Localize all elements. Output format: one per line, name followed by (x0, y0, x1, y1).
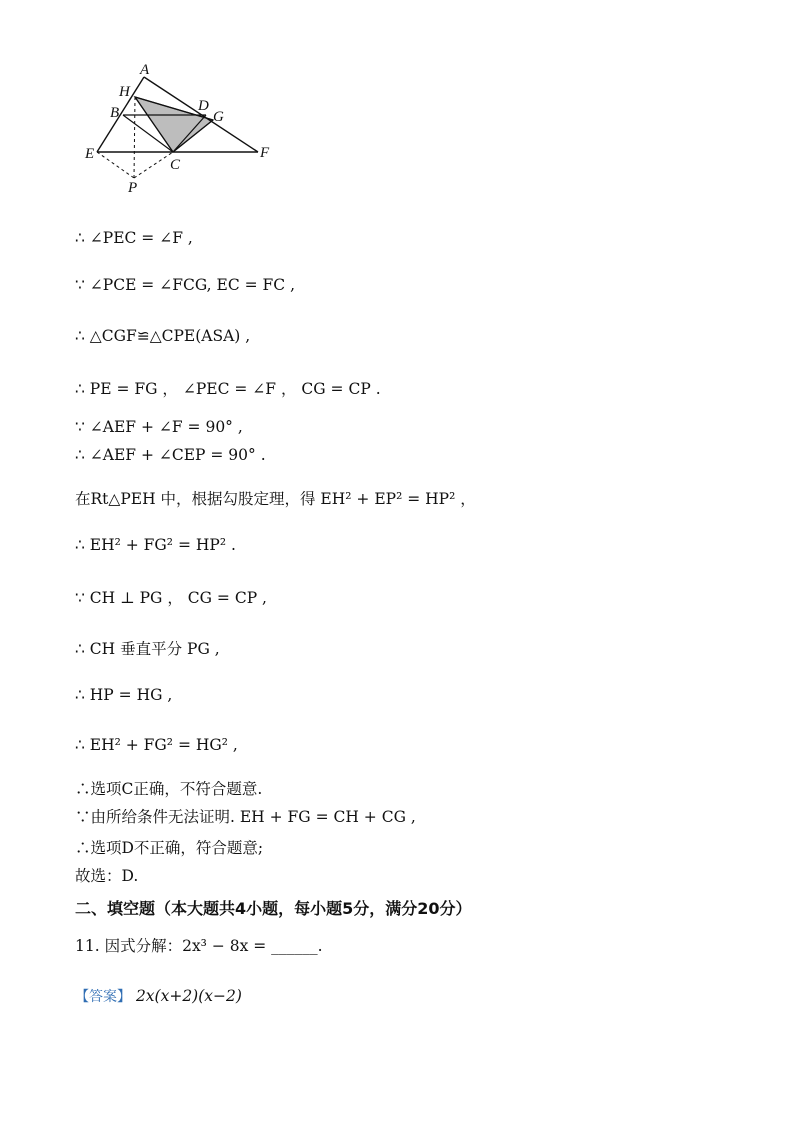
proof-line-4: ∴ PE = FG ， ∠PEC = ∠F ， CG = CP . (75, 380, 381, 398)
segment-HP (134, 97, 135, 178)
proof-line-11: ∴ HP = HG , (75, 686, 173, 704)
label-G: G (213, 109, 224, 125)
question-11: 11. 因式分解：2x³ − 8x = ______. (75, 937, 323, 955)
section-title: 二、填空题（本大题共4小题，每小题5分，满分20分） (75, 899, 472, 918)
proof-line-10: ∴ CH 垂直平分 PG , (75, 640, 220, 658)
proof-line-15: ∴选项D不正确，符合题意; (75, 839, 264, 857)
label-E: E (85, 146, 95, 162)
label-C: C (170, 157, 181, 173)
label-A: A (140, 62, 150, 78)
label-P: P (128, 180, 138, 196)
proof-line-2: ∵ ∠PCE = ∠FCG, EC = FC , (75, 276, 295, 294)
answer-line (75, 986, 242, 1006)
proof-line-13: ∴选项C正确，不符合题意. (75, 780, 263, 798)
answer-tag: 【答案】 (75, 989, 131, 1005)
proof-line-7: 在Rt△PEH 中，根据勾股定理，得 EH² + EP² = HP² ， (75, 490, 476, 508)
proof-line-6: ∴ ∠AEF + ∠CEP = 90° . (75, 446, 266, 464)
proof-line-14: ∵由所给条件无法证明. EH + FG = CH + CG , (75, 808, 416, 826)
proof-line-9: ∵ CH ⊥ PG ， CG = CP , (75, 589, 267, 607)
proof-line-3: ∴ △CGF≌△CPE(ASA) , (75, 327, 251, 345)
label-B: B (110, 105, 120, 121)
label-H: H (119, 84, 130, 100)
segment-PC (134, 152, 173, 178)
proof-line-16: 故选：D. (75, 867, 139, 885)
segment-EP (97, 152, 134, 178)
label-F: F (260, 145, 270, 161)
proof-line-12: ∴ EH² + FG² = HG² , (75, 736, 238, 754)
proof-line-5: ∵ ∠AEF + ∠F = 90° , (75, 418, 243, 436)
label-D: D (198, 98, 209, 114)
proof-line-8: ∴ EH² + FG² = HP² . (75, 536, 236, 554)
answer-value: 2x(x+2)(x−2) (135, 987, 242, 1005)
proof-line-1: ∴ ∠PEC = ∠F , (75, 229, 193, 247)
